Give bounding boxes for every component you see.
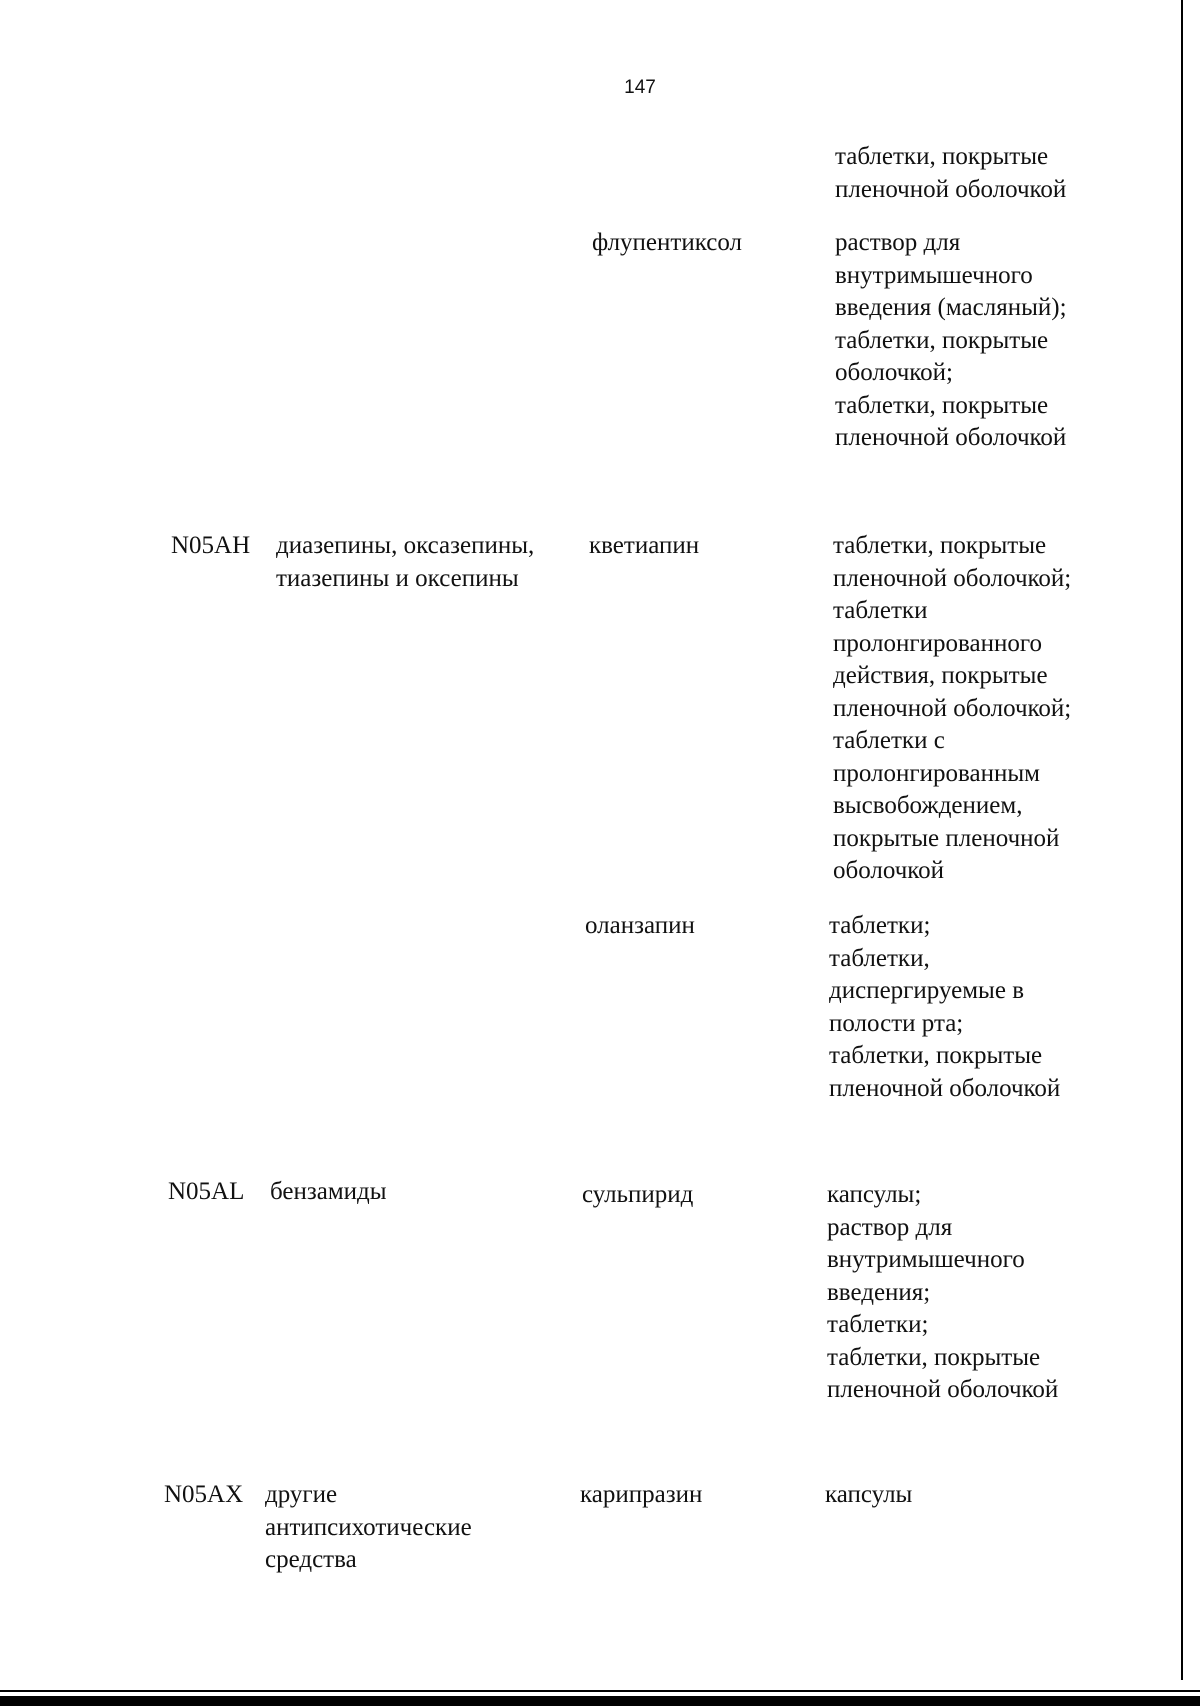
drug-name-cell [580,1479,702,1512]
group-name-cell [265,1479,472,1577]
group-name-line: бензамиды [270,1178,387,1205]
dosage-forms-cell [833,530,1071,888]
dosage-form-line: таблетки; [829,912,931,939]
drug-name-cell [585,910,695,943]
atc-code: N05AH [171,532,251,559]
dosage-form-line: введения (масляный); [835,294,1067,321]
drug-name-cell [582,1179,693,1212]
drug-name: сульпирид [582,1181,694,1208]
dosage-form-line: внутримышечного [835,261,1033,289]
dosage-form-line: введения; [827,1278,931,1306]
drug-name: флупентиксол [592,229,742,256]
dosage-form-line: таблетки [833,597,928,624]
group-name-line: антипсихотические [265,1513,472,1541]
drug-name: оланзапин [585,912,695,939]
dosage-form-line: внутримышечного [827,1246,1025,1273]
dosage-form-line: пленочной оболочкой [835,175,1067,203]
scan-bottom-line [0,1690,1200,1692]
group-name-cell [270,1176,387,1209]
atc-code: N05AL [168,1178,245,1205]
dosage-form-line: раствор для [827,1213,953,1241]
dosage-form-line: пленочной оболочкой; [833,694,1072,722]
dosage-forms-cell [829,910,1060,1105]
dosage-form-line: таблетки, покрытые [827,1343,1041,1371]
dosage-form-line: таблетки, покрытые [835,326,1049,354]
dosage-form-line: таблетки, покрытые [833,532,1047,559]
group-name-line: средства [265,1546,357,1573]
group-name-cell [276,530,534,595]
dosage-form-line: полости рта; [829,1009,964,1037]
dosage-form-line: пролонгированным [833,759,1040,787]
dosage-form-line: раствор для [835,229,961,256]
dosage-form-line: таблетки, [829,944,930,972]
dosage-form-line: таблетки, покрытые [835,391,1049,419]
dosage-forms-cell [825,1479,912,1512]
dosage-form-line: капсулы; [827,1181,922,1208]
atc-code-cell [171,530,250,563]
drug-name-cell [589,530,699,563]
scan-bottom-edge [0,1696,1200,1706]
scan-right-edge [1181,0,1183,1680]
dosage-form-line: пленочной оболочкой [827,1376,1059,1403]
group-name-line: диазепины, оксазепины, [276,532,535,559]
group-name-line: тиазепины и оксепины [276,564,519,592]
dosage-form-line: пленочной оболочкой [835,424,1067,451]
group-name-line: другие [265,1481,338,1508]
dosage-form-line: пролонгированного [833,629,1042,657]
dosage-form-line: пленочной оболочкой; [833,564,1072,592]
drug-name: карипразин [580,1481,703,1508]
dosage-form-line: оболочкой; [835,359,953,386]
atc-code: N05AX [164,1481,244,1508]
drug-name: кветиапин [589,532,700,559]
dosage-form-line: действия, покрытые [833,662,1048,689]
dosage-form-line: таблетки, покрытые [835,143,1049,170]
dosage-forms-cell [827,1179,1058,1407]
dosage-forms-cell [835,227,1067,455]
dosage-forms-cell [835,141,1066,206]
dosage-form-line: таблетки, покрытые [829,1042,1043,1069]
page-number: 147 [624,77,656,98]
atc-code-cell [168,1176,244,1209]
drug-name-cell [592,227,742,260]
dosage-form-line: таблетки; [827,1311,929,1338]
atc-code-cell [164,1479,243,1512]
dosage-form-line: капсулы [825,1481,913,1508]
dosage-form-line: оболочкой [833,857,945,884]
dosage-form-line: таблетки с [833,727,945,754]
dosage-form-line: диспергируемые в [829,977,1025,1004]
dosage-form-line: пленочной оболочкой [829,1074,1061,1102]
dosage-form-line: высвобождением, [833,792,1023,819]
dosage-form-line: покрытые пленочной [833,824,1060,852]
